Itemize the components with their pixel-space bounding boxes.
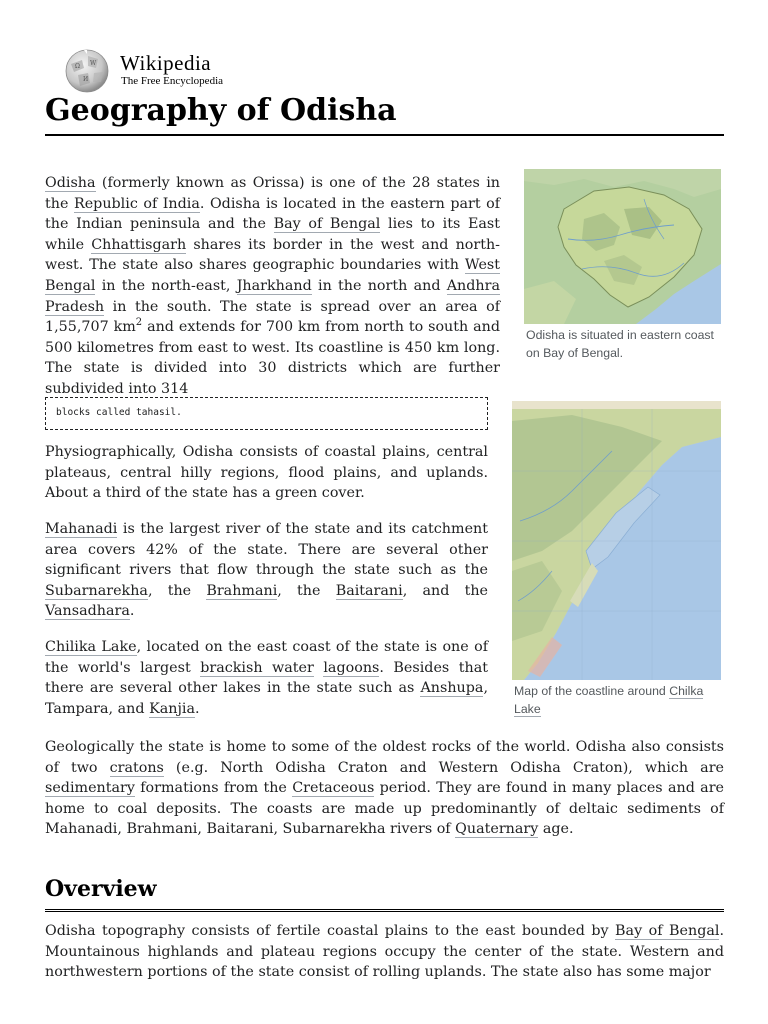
wikipedia-globe-icon [62,46,112,94]
link-cratons[interactable]: cratons [109,759,164,776]
text: Geologically the state is home to some of the oldest rocks of the world. Odisha also consists of two [45,739,724,776]
link-bay-of-bengal[interactable]: Bay of Bengal [273,216,381,233]
link-baitarani[interactable]: Baitarani [335,582,403,599]
superscript: 2 [135,317,143,329]
link-bay-of-bengal-overview[interactable]: Bay of Bengal [615,923,720,939]
svg-text:W: W [90,60,97,67]
text: in the north and [311,277,447,294]
text: . Odisha is located in the eastern part of the Indian peninsula and the [45,195,500,233]
text: in the north-east, [95,277,237,294]
text: formations from the [134,780,293,797]
coast-map-caption [514,682,719,718]
text: . [195,700,200,717]
intro-paragraph-1 [45,173,500,400]
link-sedimentary[interactable]: sedimentary [45,780,135,797]
text: . [129,603,135,620]
link-brackish-water[interactable]: brackish water [200,659,314,676]
code-block: blocks called tahasil. [45,397,488,430]
text: is the largest river of the state and its catchment area covers 42% of the state. There are several other significant rivers that flow through the state such as the [45,521,488,579]
odisha-relief-map-image[interactable] [524,169,721,324]
link-quaternary[interactable]: Quaternary [455,821,539,838]
page-title: Geography of Odisha [45,92,724,136]
svg-text:Ω: Ω [75,63,80,70]
link-chilika-lake[interactable]: Chilika Lake [45,639,137,655]
wikipedia-logo[interactable] [62,46,262,94]
link-chilka-lake[interactable]: Chilka Lake [514,684,704,716]
text: Odisha topography consists of fertile coastal plains to the east bounded by [45,923,616,939]
wikipedia-wordmark: Wikipedia [120,51,212,75]
text: , the [147,582,207,599]
link-chhattisgarh[interactable]: Chhattisgarh [91,236,187,253]
link-kanjia[interactable]: Kanjia [149,700,196,717]
link-cretaceous[interactable]: Cretaceous [292,780,375,797]
link-lagoons[interactable]: lagoons [323,659,380,676]
text: , located on the east coast of the state is one of the world's largest [45,639,488,676]
text: age. [538,821,574,838]
link-west-bengal[interactable]: West Bengal [45,257,500,294]
text [314,660,324,676]
link-andhra-pradesh[interactable]: Andhra Pradesh [45,277,500,315]
text: . Besides that there are several other lakes in the state such as [45,659,488,697]
text: Map of the coastline around [514,684,670,698]
link-republic-of-india[interactable]: Republic of India [73,195,200,212]
wikipedia-tagline: The Free Encyclopedia [121,75,224,87]
text: (formerly known as Orissa) is one of the 28 states in the [45,175,500,212]
intro-paragraph-5 [45,737,724,840]
chilka-coastline-map-image[interactable] [512,401,721,680]
link-mahanadi[interactable]: Mahanadi [45,521,118,537]
intro-paragraph-2: Physiographically, Odisha consists of coastal plains, central plateaus, central hilly regions, flood plains, and uplands. About a third of the state has a green cover. [45,444,488,502]
link-anshupa[interactable]: Anshupa [420,680,484,697]
text: and extends for 700 km from north to south and 500 kilometres from east to west. Its coastline is 450 km long. The state is divided into 30 districts which are further subdivided into 314 [45,319,500,397]
text: , and the [402,582,488,599]
text: period. They are found in many places and are home to coal deposits. The coasts are made up predominantly of deltaic sediments of Mahanadi, Brahmani, Baitarani, Subarnarekha rivers of [45,780,724,838]
intro-paragraph-4 [45,637,488,719]
overview-paragraph-1 [45,921,724,983]
text: shares its border in the west and north-west. The state also shares geographic boundaries with [45,236,500,274]
section-heading-overview: Overview [45,873,724,912]
link-odisha[interactable]: Odisha [45,175,96,191]
text: , the [277,582,336,599]
intro-paragraph-3 [45,519,488,622]
text: , Tampara, and [45,680,488,717]
link-brahmani[interactable]: Brahmani [206,582,278,599]
text: (e.g. North Odisha Craton and Western Odisha Craton), which are [163,759,724,776]
odisha-map-caption: Odisha is situated in eastern coast on Bay of Bengal. [526,328,714,360]
text: lies to its East while [45,216,500,253]
text: . Mountainous highlands and plateau regions occupy the center of the state. Western and northwestern portions of the state consist of rolling uplands. The state also has some major [45,923,724,981]
svg-text:И: И [83,76,89,83]
link-vansadhara[interactable]: Vansadhara [45,603,130,620]
link-jharkhand[interactable]: Jharkhand [236,277,312,294]
link-subarnarekha[interactable]: Subarnarekha [45,582,148,599]
text: in the south. The state is spread over an area of 1,55,707 km [45,298,500,336]
